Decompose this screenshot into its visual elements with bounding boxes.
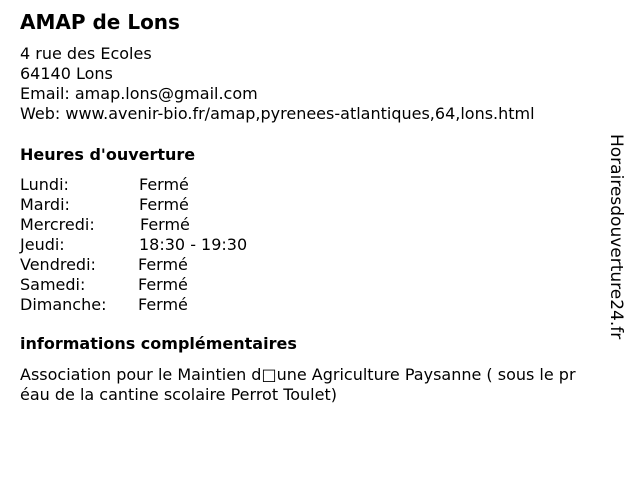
address-street: 4 rue des Ecoles — [20, 44, 152, 63]
hours-time: Fermé — [139, 175, 189, 194]
hours-time: Fermé — [139, 195, 189, 214]
email-line: Email: amap.lons@gmail.com — [20, 84, 258, 103]
hours-day: Jeudi: — [20, 235, 65, 254]
info-line: éau de la cantine scolaire Perrot Toulet) — [20, 385, 337, 404]
watermark-text: Horairesdouverture24.fr — [606, 134, 626, 340]
hours-row-dimanche — [20, 295, 320, 315]
contact-block — [20, 44, 535, 124]
hours-row-mercredi — [20, 215, 320, 235]
hours-row-mardi — [20, 195, 320, 215]
hours-row-jeudi — [20, 235, 320, 255]
hours-day: Samedi: — [20, 275, 86, 294]
hours-row-samedi — [20, 275, 320, 295]
hours-row-vendredi — [20, 255, 320, 275]
hours-day: Dimanche: — [20, 295, 107, 314]
info-heading: informations complémentaires — [20, 334, 297, 353]
info-line: Association pour le Maintien d□une Agriculture Paysanne ( sous le pr — [20, 365, 576, 384]
site-watermark — [602, 134, 632, 346]
hours-time: Fermé — [138, 255, 188, 274]
hours-row-lundi — [20, 175, 320, 195]
hours-day: Mardi: — [20, 195, 70, 214]
web-line: Web: www.avenir-bio.fr/amap,pyrenees-atlantiques,64,lons.html — [20, 104, 535, 123]
hours-day: Lundi: — [20, 175, 69, 194]
hours-day: Mercredi: — [20, 215, 95, 234]
hours-time: Fermé — [140, 215, 190, 234]
hours-time: Fermé — [138, 275, 188, 294]
address-city: 64140 Lons — [20, 64, 113, 83]
hours-day: Vendredi: — [20, 255, 96, 274]
business-name: AMAP de Lons — [20, 10, 180, 34]
hours-table — [20, 175, 320, 315]
info-description — [20, 365, 630, 405]
hours-time: Fermé — [138, 295, 188, 314]
hours-time: 18:30 - 19:30 — [139, 235, 248, 254]
hours-heading: Heures d'ouverture — [20, 145, 196, 164]
